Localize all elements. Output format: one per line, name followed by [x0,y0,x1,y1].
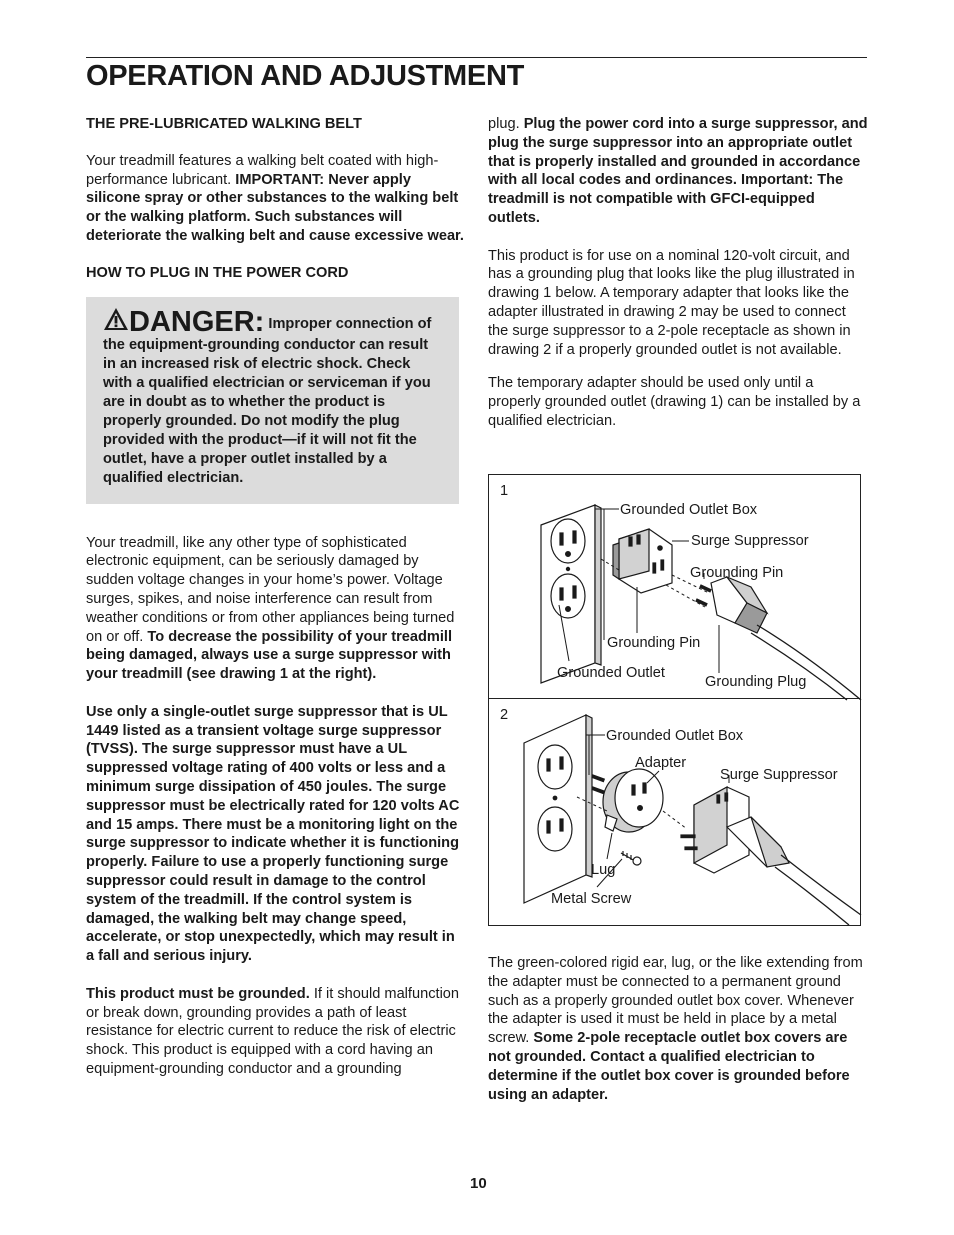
surge-warning: To decrease the possibility of your treadmill being damaged, always use a surge suppressor with your treadmill (see drawing 1 at the right). [86,628,453,683]
temporary-adapter-paragraph: The temporary adapter should be used only until a properly grounded outlet (drawing 1) can be installed by a qualified electrician. [488,375,861,429]
left-column [86,115,466,1079]
label-lug: Lug [591,862,616,878]
surge-text: Your treadmill, like any other type of sophisticated electronic equipment, can be seriously damaged by sudden voltage changes in your home’s power. Voltage surges, spikes, and noise interference can result from weather conditions or from other appliances being turned on or off. [86,534,455,645]
drawing-2-number: 2 [500,707,509,723]
grounded-warning: This product must be grounded. [86,985,310,1002]
grounded-paragraph [86,985,466,1079]
adapter [592,769,663,832]
power-cord-2 [727,817,861,925]
right-column [488,115,868,431]
label-surge-suppressor-1: Surge Suppressor [691,533,809,549]
section-heading-belt: THE PRE-LUBRICATED WALKING BELT [86,116,362,132]
grounded-text: If it should malfunction or break down, grounding provides a path of least resistance for electric current to reduce the risk of electric shock. This product is equipped with a cord having an equipment-grounding conductor and a grounding [86,985,460,1077]
danger-text: Improper connection of the equipment-grounding conductor can result in an increased risk of electric shock. Check with a qualified electrician or serviceman if you are in doubt as to whether the product is properly grounded. Do not modify the plug provided with the product—if it will not fit the outlet, have a proper outlet installed by a qualified electrician. [103,315,432,486]
danger-label: DANGER: [129,305,265,338]
plug-drawings [489,475,862,927]
label-grounding-pin-bottom: Grounding Pin [607,635,701,651]
plug-paragraph [488,115,868,228]
two-pole-outlet-box [524,715,592,903]
danger-box [86,297,459,504]
section-heading-power-cord: HOW TO PLUG IN THE POWER CORD [86,264,349,281]
label-adapter: Adapter [635,755,687,771]
adapter-grounding-column [488,954,868,1104]
surge-suppressor-1 [613,529,672,593]
single-outlet-paragraph: Use only a single-outlet surge suppressor that is UL 1449 listed as a transient voltage surge suppressor (TVSS). The surge suppressor must have a UL suppressed voltage rating of 400 volts or less and a minimum surge dissipation of 450 joules. The surge suppressor must be electrically rated for 120 volts AC and 15 amps. There must be a monitoring light on the surge suppressor to indicate whether it is functioning properly. Failure to use a properly functioning surge suppressor could result in damage to the control system of the treadmill. If the control system is damaged, the walking belt may change speed, accelerate, or stop unexpectedly, which may result in a fall and serious injury. [86,703,460,965]
adapter-grounding-text: The green-colored rigid ear, lug, or the like extending from the adapter must be connected to a permanent ground such as a properly grounded outlet box cover. Whenever the adapter is used it must be held in place by a metal screw. [488,955,863,1047]
warning-triangle-icon [103,307,129,331]
page-number: 10 [470,1175,487,1192]
grounded-outlet-box [541,505,601,683]
label-grounded-outlet-box-1: Grounded Outlet Box [620,502,758,518]
voltage-paragraph: This product is for use on a nominal 120-volt circuit, and has a grounding plug that looks like the plug illustrated in drawing 1 below. A temporary adapter that looks like the adapter illustrated in drawing 2 may be used to connect the surge suppressor to a 2-pole receptacle as shown in drawing 2 if a properly grounded outlet is not available. [488,247,855,358]
label-metal-screw: Metal Screw [551,891,632,907]
plug-text: plug. [488,116,524,132]
surge-paragraph [86,534,466,684]
label-grounded-outlet-box-2: Grounded Outlet Box [606,728,744,744]
plug-instructions: Plug the power cord into a surge suppressor, and plug the surge suppressor into an appropriate outlet that is properly installed and grounded in accordance with all local codes and ordinances. Important: The treadmill is not compatible with GFCI-equipped outlets. [488,116,868,226]
metal-screw [621,851,641,865]
label-surge-suppressor-2: Surge Suppressor [720,767,838,783]
belt-text: Your treadmill features a walking belt coated with high-performance lubricant. [86,152,439,188]
drawing-1-number: 1 [500,483,509,499]
label-grounded-outlet: Grounded Outlet [557,665,665,681]
adapter-grounding-warning: Some 2-pole receptacle outlet box covers are not grounded. Contact a qualified electrician to determine if the outlet box cover is grounded before using an adapter. [488,1030,850,1103]
adapter-grounding-paragraph [488,954,868,1104]
page-title: OPERATION AND ADJUSTMENT [86,60,525,92]
belt-paragraph [86,152,466,246]
plug-diagram [488,474,861,926]
top-rule [86,57,867,58]
label-grounding-pin-top: Grounding Pin [690,565,784,581]
label-grounding-plug: Grounding Plug [705,674,807,690]
belt-important: IMPORTANT: Never apply silicone spray or other substances to the walking belt or the walking platform. Such substances will deteriorate the walking belt and cause excessive wear. [86,171,464,244]
